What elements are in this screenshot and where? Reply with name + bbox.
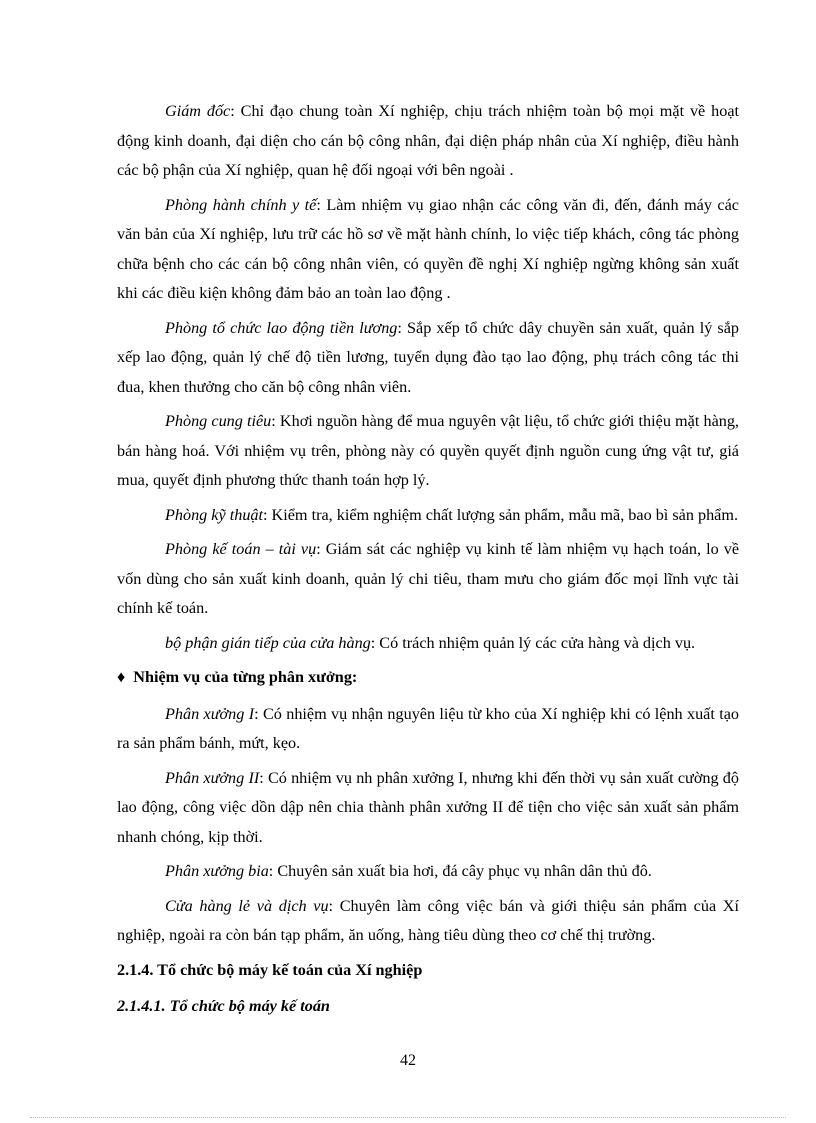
paragraph-title: Cửa hàng lẻ và dịch vụ (165, 896, 329, 915)
diamond-bullet-icon: ♦ (117, 668, 126, 686)
paragraph-text: : Có nhiệm vụ nhận nguyên liệu từ kho của Xí nghiệp khi có lệnh xuất tạo ra sản phẩm bánh, mứt, kẹo. (117, 704, 740, 752)
paragraph-bo-phan-gian-tiep (117, 629, 739, 659)
paragraph-phan-xuong-2 (117, 764, 739, 853)
paragraph-text: : Có nhiệm vụ nh phân xưởng I, nhưng khi đến thời vụ sản xuất cường độ lao động, công việc dồn dập nên chia thành phân xưởng II để tiện cho việc sản xuất sản phẩm nhanh chóng, kịp thời. (117, 768, 739, 846)
page-number: 42 (400, 1052, 416, 1069)
paragraph-text: : Khơi nguồn hàng để mua nguyên vật liệu, tổ chức giới thiệu mặt hàng, bán hàng hoá. Với nhiệm vụ trên, phòng này có quyền quyết định nguồn cung ứng vật tư, giá mua, quyết định phương thức thanh toán hợp lý. (117, 412, 739, 489)
paragraph-title: Phòng hành chính y tế (165, 195, 317, 214)
paragraph-title: Phòng cung tiêu (165, 412, 272, 430)
paragraph-phan-xuong-bia (117, 857, 739, 887)
paragraph-cua-hang-le (117, 892, 739, 951)
paragraph-title: Phân xưởng bia (165, 862, 269, 880)
paragraph-phong-ke-toan (117, 535, 739, 624)
paragraph-phong-ky-thuat (117, 501, 739, 531)
page-bottom-divider (30, 1117, 786, 1118)
paragraph-text: : Có trách nhiệm quản lý các cửa hàng và dịch vụ. (370, 633, 696, 652)
section-heading-text: Nhiệm vụ của từng phân xưởng: (133, 668, 358, 686)
paragraph-title: Phân xưởng I (165, 704, 255, 723)
paragraph-phong-to-chuc (117, 314, 739, 403)
paragraph-text: : Chuyên làm công việc bán và giới thiệu sản phẩm của Xí nghiệp, ngoài ra còn bán tạp phẩm, ăn uống, hàng tiêu dùng theo cơ chế thị trường. (117, 896, 739, 944)
paragraph-title: Phòng kỹ thuật (165, 505, 264, 524)
paragraph-text: : Sắp xếp tổ chức dây chuyền sản xuất, quản lý sắp xếp lao động, quản lý chế độ tiền lương, tuyển dụng đào tạo lao động, phụ trách công tác thi đua, khen thưởng cho căn bộ công nhân viên. (117, 318, 739, 396)
paragraph-title: Giám đốc (165, 102, 231, 120)
paragraph-text: : Chuyên sản xuất bia hơi, đá cây phục vụ nhân dân thủ đô. (268, 862, 652, 880)
paragraph-text: : Chỉ đạo chung toàn Xí nghiệp, chịu trách nhiệm toàn bộ mọi mặt về hoạt động kinh doanh, đại diện cho cán bộ công nhân, đại diện pháp nhân của Xí nghiệp, điều hành các bộ phận của Xí nghiệp, quan hệ đối ngoại với bên ngoài . (117, 102, 740, 179)
paragraph-phan-xuong-1 (117, 700, 739, 759)
paragraph-title: bộ phận gián tiếp của cửa hàng (165, 633, 371, 652)
paragraph-title: Phòng tổ chức lao động tiền lương (165, 318, 398, 337)
heading-2-1-4: 2.1.4. Tổ chức bộ máy kế toán của Xí nghiệp (117, 960, 423, 979)
paragraph-title: Phân xưởng II (165, 768, 260, 787)
paragraph-title: Phòng kế toán – tài vụ (165, 540, 317, 558)
section-heading (117, 663, 739, 693)
heading-2-1-4-1: 2.1.4.1. Tổ chức bộ máy kế toán (117, 997, 330, 1015)
paragraph-phong-cung-tieu (117, 407, 739, 496)
paragraph-text: : Giám sát các nghiệp vụ kinh tế làm nhiệm vụ hạch toán, lo về vốn dùng cho sản xuất kinh doanh, quản lý chi tiêu, tham mưu cho giám đốc mọi lĩnh vực tài chính kế toán. (117, 540, 740, 617)
paragraph-giam-doc (117, 97, 739, 186)
paragraph-text: : Làm nhiệm vụ giao nhận các công văn đi, đến, đánh máy các văn bản của Xí nghiệp, lưu trữ các hồ sơ về mặt hành chính, lo việc tiếp khách, công tác phòng chữa bệnh cho các cán bộ công nhân viên, có quyền đề nghị Xí nghiệp ngừng không sản xuất khi các điều kiện không đảm bảo an toàn lao động . (117, 195, 739, 302)
paragraph-text: : Kiểm tra, kiểm nghiệm chất lượng sản phẩm, mẫu mã, bao bì sản phẩm. (263, 505, 738, 524)
page-content (117, 97, 739, 1029)
paragraph-phong-hanh-chinh (117, 191, 739, 309)
